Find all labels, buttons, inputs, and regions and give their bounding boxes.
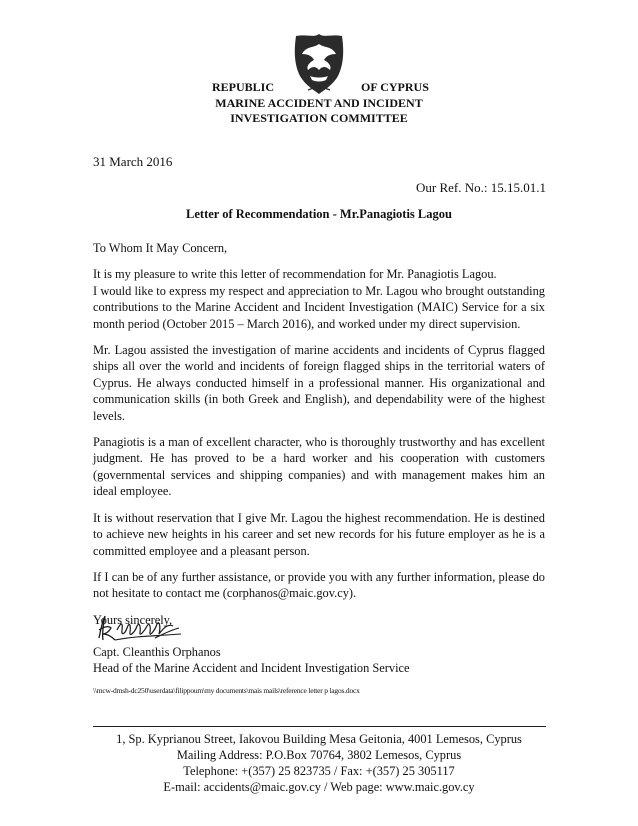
handwritten-signature xyxy=(95,612,185,646)
footer-mailing: Mailing Address: P.O.Box 70764, 3802 Lemesos, Cyprus xyxy=(176,748,462,762)
letter-date: 31 March 2016 xyxy=(93,154,173,169)
cyprus-coat-of-arms-icon xyxy=(288,30,350,98)
footer-divider xyxy=(93,726,546,727)
signer-title: Head of the Marine Accident and Incident Investigation Service xyxy=(93,661,410,676)
header-line-2: MARINE ACCIDENT AND INCIDENT xyxy=(215,96,423,110)
salutation: To Whom It May Concern, xyxy=(93,241,228,255)
footer-address: 1, Sp. Kyprianou Street, Iakovou Building Mesa Geitonia, 4001 Lemesos, Cyprus xyxy=(116,732,522,746)
footer-contact: E-mail: accidents@maic.gov.cy / Web page: www.maic.gov.cy xyxy=(163,780,475,794)
signer-name: Capt. Cleanthis Orphanos xyxy=(93,645,221,659)
footer xyxy=(0,731,638,795)
signer-block xyxy=(93,644,410,677)
paragraph-4: It is without reservation that I give Mr. Lagou the highest recommendation. He is destined to achieve new heights in his career and set new records for his future employer as he is a committed employee and a pleasant person. xyxy=(93,510,545,558)
closing: Yours sincerely, xyxy=(93,612,173,627)
paragraph-3: Panagiotis is a man of excellent character, who is thoroughly trustworthy and has excellent judgment. He has proved to be a hard worker and his cooperation with customers (governmental services and shipping companies) and with management makes him an ideal employee. xyxy=(93,435,545,499)
paragraph-1a: It is my pleasure to write this letter of recommendation for Mr. Panagiotis Lagou. xyxy=(93,267,497,282)
footer-phone: Telephone: +(357) 25 823735 / Fax: +(357) 25 305117 xyxy=(183,764,455,778)
letter-subject: Letter of Recommendation - Mr.Panagiotis Lagou xyxy=(186,207,452,221)
letter-body xyxy=(93,240,545,638)
reference-number: Our Ref. No.: 15.15.01.1 xyxy=(416,180,546,195)
paragraph-5: If I can be of any further assistance, or provide you with any further information, please do not hesitate to contact me (corphanos@maic.gov.cy). xyxy=(93,569,545,601)
paragraph-2: Mr. Lagou assisted the investigation of marine accidents and incidents of Cyprus flagged ships all over the world and incidents of foreign flagged ships in the territorial waters of Cyprus. He always conducted himself in a professional manner. His organizational and communication skills (in both Greek and English), and dependability were of the highest levels. xyxy=(93,343,545,423)
file-path: \\mcw-dmsh-dc250\userdata\filippoum\my documents\mais mails\reference letter p lagos.docx xyxy=(93,686,360,695)
paragraph-1b: I would like to express my respect and appreciation to Mr. Lagou who brought outstanding contributions to the Marine Accident and Incident Investigation (MAIC) Service for a six month period (October 2015 – March 2016), and worked under my direct supervision. xyxy=(93,283,545,331)
header-republic: REPUBLIC xyxy=(212,80,275,94)
header-of-cyprus: OF CYPRUS xyxy=(361,80,429,94)
header-line-3: INVESTIGATION COMMITTEE xyxy=(230,111,408,125)
